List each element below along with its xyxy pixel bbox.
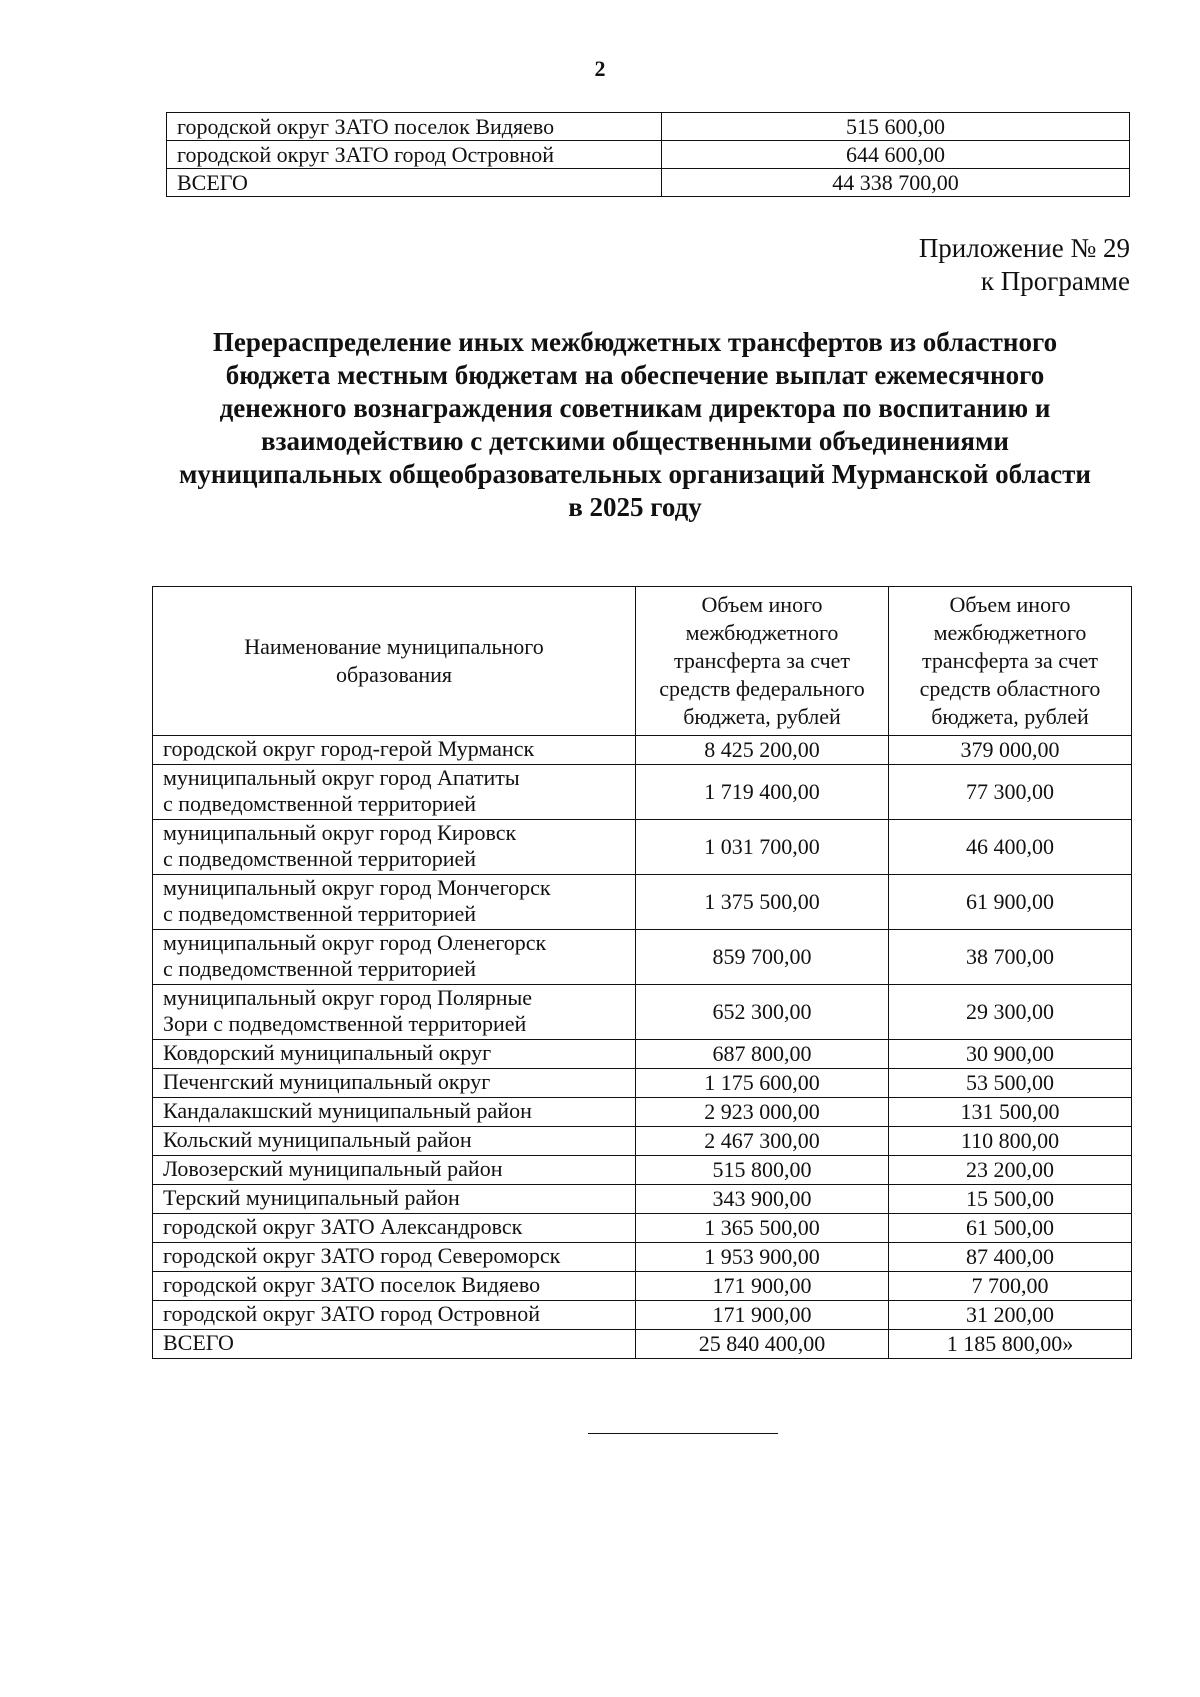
- table-row: [153, 1185, 1132, 1214]
- end-divider: [588, 1433, 778, 1434]
- name-line: с подведомственной территорией: [163, 791, 477, 816]
- municipality-name: [153, 1098, 636, 1127]
- federal-amount: 1 953 900,00: [636, 1243, 889, 1272]
- table-row: [153, 1098, 1132, 1127]
- header-line: бюджета, рублей: [683, 704, 841, 729]
- name-line: Печенгский муниципальный округ: [163, 1069, 491, 1094]
- table-row: [153, 1301, 1132, 1330]
- appendix-reference: к Программе: [980, 266, 1130, 296]
- federal-amount: 515 800,00: [636, 1156, 889, 1185]
- table-row: [153, 1040, 1132, 1069]
- federal-amount: 1 175 600,00: [636, 1069, 889, 1098]
- regional-amount: 31 200,00: [889, 1301, 1132, 1330]
- table-row: [153, 1069, 1132, 1098]
- municipality-name: [153, 930, 636, 985]
- header-regional-budget: [889, 587, 1132, 736]
- municipality-name: [153, 1243, 636, 1272]
- table-row: [153, 820, 1132, 875]
- federal-amount: 25 840 400,00: [636, 1330, 889, 1359]
- federal-amount: 2 467 300,00: [636, 1127, 889, 1156]
- regional-amount: 61 900,00: [889, 875, 1132, 930]
- regional-amount: 379 000,00: [889, 736, 1132, 765]
- federal-amount: 859 700,00: [636, 930, 889, 985]
- header-line: Объем иного: [949, 592, 1071, 617]
- municipality-name: [153, 1330, 636, 1359]
- total-value: 44 338 700,00: [662, 169, 1130, 197]
- name-line: Терский муниципальный район: [163, 1185, 460, 1210]
- federal-amount: 652 300,00: [636, 985, 889, 1040]
- municipality-name: [153, 1214, 636, 1243]
- appendix-number: Приложение № 29: [918, 233, 1130, 263]
- name-line: городской округ ЗАТО город Островной: [163, 1301, 541, 1326]
- header-federal-budget: [636, 587, 889, 736]
- appendix-header: [919, 232, 1130, 298]
- municipality-name: [153, 985, 636, 1040]
- name-line: городской округ ЗАТО город Североморск: [163, 1243, 561, 1268]
- regional-amount: 46 400,00: [889, 820, 1132, 875]
- name-line: муниципальный округ город Мончегорск: [163, 875, 551, 900]
- header-line: Наименование муниципального: [244, 634, 544, 659]
- municipality-name: [153, 1156, 636, 1185]
- table-row: [153, 736, 1132, 765]
- name-line: Ловозерский муниципальный район: [163, 1156, 503, 1181]
- name-line: муниципальный округ город Кировск: [163, 820, 517, 845]
- table-row: [153, 1243, 1132, 1272]
- header-line: Объем иного: [701, 592, 823, 617]
- name-line: городской округ ЗАТО поселок Видяево: [163, 1272, 541, 1297]
- federal-amount: 2 923 000,00: [636, 1098, 889, 1127]
- municipality-name: [153, 1272, 636, 1301]
- header-line: средств федерального: [659, 676, 865, 701]
- table-row: [167, 113, 1130, 141]
- municipality-name: [153, 820, 636, 875]
- title-line: Перераспределение иных межбюджетных трансфертов из областного: [212, 327, 1058, 357]
- municipality-name: [153, 765, 636, 820]
- federal-amount: 171 900,00: [636, 1272, 889, 1301]
- table-row: [153, 875, 1132, 930]
- federal-amount: 687 800,00: [636, 1040, 889, 1069]
- header-line: трансферта за счет: [673, 648, 851, 673]
- name-line: городской округ ЗАТО Александровск: [163, 1214, 523, 1239]
- municipality-name: [153, 1127, 636, 1156]
- regional-amount: 30 900,00: [889, 1040, 1132, 1069]
- top-table: [166, 112, 1130, 197]
- name-line: муниципальный округ город Полярные: [163, 985, 533, 1010]
- regional-amount: 7 700,00: [889, 1272, 1132, 1301]
- regional-amount: 61 500,00: [889, 1214, 1132, 1243]
- header-line: средств областного: [919, 676, 1101, 701]
- municipality-name: [153, 1185, 636, 1214]
- table-header-row: [153, 587, 1132, 736]
- municipality-name: [153, 1040, 636, 1069]
- table-row: [167, 169, 1130, 197]
- table-row: [153, 1127, 1132, 1156]
- name-line: ВСЕГО: [163, 1330, 234, 1355]
- municipality-name: городской округ ЗАТО поселок Видяево: [167, 113, 662, 141]
- municipality-name: городской округ ЗАТО город Островной: [167, 141, 662, 169]
- regional-amount: 1 185 800,00»: [889, 1330, 1132, 1359]
- transfers-table: [152, 586, 1132, 1359]
- federal-amount: 8 425 200,00: [636, 736, 889, 765]
- name-line: муниципальный округ город Апатиты: [163, 765, 520, 790]
- table-row: [153, 765, 1132, 820]
- regional-amount: 110 800,00: [889, 1127, 1132, 1156]
- header-municipality: [153, 587, 636, 736]
- name-line: с подведомственной территорией: [163, 956, 477, 981]
- title-line: в 2025 году: [568, 492, 702, 522]
- name-line: Кольский муниципальный район: [163, 1127, 472, 1152]
- federal-amount: 171 900,00: [636, 1301, 889, 1330]
- name-line: с подведомственной территорией: [163, 901, 477, 926]
- regional-amount: 53 500,00: [889, 1069, 1132, 1098]
- federal-amount: 343 900,00: [636, 1185, 889, 1214]
- municipality-name: [153, 1301, 636, 1330]
- title-line: муниципальных общеобразовательных организаций Мурманской области: [179, 459, 1091, 489]
- regional-amount: 15 500,00: [889, 1185, 1132, 1214]
- regional-amount: 87 400,00: [889, 1243, 1132, 1272]
- federal-amount: 1 719 400,00: [636, 765, 889, 820]
- regional-amount: 77 300,00: [889, 765, 1132, 820]
- header-line: образования: [335, 662, 453, 687]
- name-line: Кандалакшский муниципальный район: [163, 1098, 532, 1123]
- municipality-name: [153, 875, 636, 930]
- total-row: [153, 1330, 1132, 1359]
- header-line: бюджета, рублей: [931, 704, 1089, 729]
- header-line: межбюджетного: [933, 620, 1087, 645]
- header-line: трансферта за счет: [921, 648, 1099, 673]
- table-row: [153, 1272, 1132, 1301]
- title-line: взаимодействию с детскими общественными объединениями: [261, 426, 1009, 456]
- amount-value: 644 600,00: [662, 141, 1130, 169]
- title-line: бюджета местным бюджетам на обеспечение выплат ежемесячного: [225, 360, 1045, 390]
- page-number: 2: [594, 56, 606, 81]
- regional-amount: 131 500,00: [889, 1098, 1132, 1127]
- table-row: [153, 1156, 1132, 1185]
- title-line: денежного вознаграждения советникам директора по воспитанию и: [219, 393, 1051, 423]
- federal-amount: 1 031 700,00: [636, 820, 889, 875]
- municipality-name: [153, 736, 636, 765]
- name-line: муниципальный округ город Оленегорск: [163, 930, 547, 955]
- table-row: [153, 930, 1132, 985]
- name-line: Зори с подведомственной территорией: [163, 1011, 527, 1036]
- amount-value: 515 600,00: [662, 113, 1130, 141]
- name-line: городской округ город-герой Мурманск: [163, 736, 535, 761]
- federal-amount: 1 365 500,00: [636, 1214, 889, 1243]
- name-line: с подведомственной территорией: [163, 846, 477, 871]
- regional-amount: 23 200,00: [889, 1156, 1132, 1185]
- table-row: [153, 985, 1132, 1040]
- table-row: [167, 141, 1130, 169]
- municipality-name: [153, 1069, 636, 1098]
- total-label: ВСЕГО: [167, 169, 662, 197]
- federal-amount: 1 375 500,00: [636, 875, 889, 930]
- document-title: [140, 326, 1130, 524]
- name-line: Ковдорский муниципальный округ: [163, 1040, 492, 1065]
- regional-amount: 29 300,00: [889, 985, 1132, 1040]
- header-line: межбюджетного: [685, 620, 839, 645]
- table-row: [153, 1214, 1132, 1243]
- regional-amount: 38 700,00: [889, 930, 1132, 985]
